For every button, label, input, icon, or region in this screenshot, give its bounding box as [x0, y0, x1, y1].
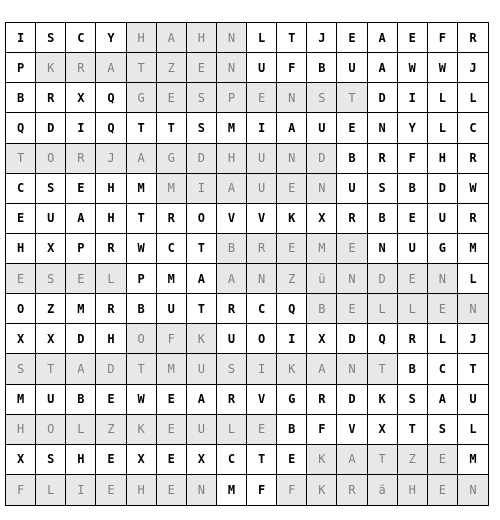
grid-cell[interactable]: F: [277, 53, 307, 83]
grid-cell[interactable]: N: [458, 294, 488, 324]
grid-cell[interactable]: J: [458, 324, 488, 354]
grid-cell[interactable]: X: [127, 445, 157, 475]
grid-cell[interactable]: E: [277, 174, 307, 204]
grid-cell[interactable]: J: [96, 144, 126, 174]
grid-cell[interactable]: T: [458, 354, 488, 384]
grid-cell[interactable]: V: [247, 204, 277, 234]
grid-cell[interactable]: U: [157, 294, 187, 324]
grid-cell[interactable]: K: [307, 475, 337, 505]
grid-cell[interactable]: S: [307, 83, 337, 113]
grid-cell[interactable]: K: [187, 324, 217, 354]
grid-cell[interactable]: U: [247, 144, 277, 174]
grid-cell[interactable]: W: [458, 174, 488, 204]
grid-cell[interactable]: Q: [368, 324, 398, 354]
grid-cell[interactable]: R: [217, 385, 247, 415]
grid-cell[interactable]: N: [428, 264, 458, 294]
word-search-grid: [5, 22, 489, 506]
grid-cell[interactable]: H: [398, 475, 428, 505]
grid-cell[interactable]: A: [368, 53, 398, 83]
grid-cell[interactable]: T: [398, 415, 428, 445]
grid-cell[interactable]: K: [127, 415, 157, 445]
grid-cell[interactable]: C: [6, 174, 36, 204]
grid-cell[interactable]: K: [277, 204, 307, 234]
grid-cell[interactable]: Z: [157, 53, 187, 83]
grid-cell[interactable]: B: [307, 294, 337, 324]
grid-cell[interactable]: B: [217, 234, 247, 264]
grid-cell[interactable]: F: [398, 144, 428, 174]
grid-cell[interactable]: O: [247, 324, 277, 354]
grid-cell[interactable]: O: [187, 204, 217, 234]
grid-cell[interactable]: F: [307, 415, 337, 445]
grid-cell[interactable]: Y: [96, 23, 126, 53]
grid-cell[interactable]: R: [66, 144, 96, 174]
grid-cell[interactable]: L: [247, 23, 277, 53]
grid-cell[interactable]: F: [247, 475, 277, 505]
grid-cell[interactable]: F: [6, 475, 36, 505]
grid-cell[interactable]: B: [307, 53, 337, 83]
grid-cell[interactable]: P: [66, 234, 96, 264]
grid-cell[interactable]: R: [36, 83, 66, 113]
grid-cell[interactable]: E: [337, 113, 367, 143]
grid-cell[interactable]: I: [398, 83, 428, 113]
grid-cell[interactable]: X: [187, 445, 217, 475]
grid-cell[interactable]: D: [337, 385, 367, 415]
grid-cell[interactable]: X: [66, 83, 96, 113]
grid-cell[interactable]: B: [368, 204, 398, 234]
grid-cell[interactable]: A: [277, 113, 307, 143]
grid-cell[interactable]: S: [36, 264, 66, 294]
grid-cell[interactable]: C: [247, 294, 277, 324]
grid-cell[interactable]: T: [127, 354, 157, 384]
grid-cell[interactable]: G: [157, 144, 187, 174]
grid-cell[interactable]: L: [96, 264, 126, 294]
grid-cell[interactable]: E: [157, 475, 187, 505]
grid-cell[interactable]: T: [337, 83, 367, 113]
grid-cell[interactable]: X: [6, 324, 36, 354]
grid-cell[interactable]: K: [368, 385, 398, 415]
grid-cell[interactable]: A: [187, 385, 217, 415]
grid-cell[interactable]: E: [277, 234, 307, 264]
grid-cell[interactable]: R: [96, 234, 126, 264]
grid-cell[interactable]: L: [36, 475, 66, 505]
grid-cell[interactable]: I: [247, 113, 277, 143]
grid-cell[interactable]: T: [368, 354, 398, 384]
grid-cell[interactable]: H: [187, 23, 217, 53]
grid-cell[interactable]: Z: [96, 415, 126, 445]
grid-cell[interactable]: T: [247, 445, 277, 475]
grid-cell[interactable]: C: [428, 354, 458, 384]
grid-cell[interactable]: S: [428, 415, 458, 445]
grid-cell[interactable]: L: [66, 415, 96, 445]
grid-cell[interactable]: D: [66, 324, 96, 354]
grid-cell[interactable]: E: [66, 264, 96, 294]
grid-cell[interactable]: E: [96, 445, 126, 475]
grid-cell[interactable]: S: [398, 385, 428, 415]
grid-cell[interactable]: I: [6, 23, 36, 53]
grid-cell[interactable]: D: [428, 174, 458, 204]
grid-cell[interactable]: T: [127, 113, 157, 143]
grid-cell[interactable]: A: [157, 23, 187, 53]
grid-cell[interactable]: S: [36, 174, 66, 204]
grid-cell[interactable]: W: [428, 53, 458, 83]
grid-cell[interactable]: A: [96, 53, 126, 83]
grid-cell[interactable]: M: [217, 113, 247, 143]
grid-cell[interactable]: U: [337, 174, 367, 204]
grid-cell[interactable]: H: [6, 234, 36, 264]
grid-cell[interactable]: T: [6, 144, 36, 174]
grid-cell[interactable]: R: [337, 475, 367, 505]
grid-cell[interactable]: T: [157, 113, 187, 143]
grid-cell[interactable]: Q: [277, 294, 307, 324]
grid-cell[interactable]: E: [337, 294, 367, 324]
grid-cell[interactable]: K: [36, 53, 66, 83]
grid-cell[interactable]: L: [368, 294, 398, 324]
grid-cell[interactable]: M: [157, 264, 187, 294]
grid-cell[interactable]: B: [337, 144, 367, 174]
grid-cell[interactable]: L: [398, 294, 428, 324]
grid-cell[interactable]: E: [337, 23, 367, 53]
grid-cell[interactable]: G: [428, 234, 458, 264]
grid-cell[interactable]: M: [66, 294, 96, 324]
grid-cell[interactable]: Z: [398, 445, 428, 475]
grid-cell[interactable]: U: [36, 204, 66, 234]
grid-cell[interactable]: R: [337, 204, 367, 234]
grid-cell[interactable]: B: [398, 174, 428, 204]
grid-cell[interactable]: I: [66, 475, 96, 505]
grid-cell[interactable]: M: [458, 234, 488, 264]
grid-cell[interactable]: O: [127, 324, 157, 354]
grid-cell[interactable]: V: [217, 204, 247, 234]
grid-cell[interactable]: R: [96, 294, 126, 324]
grid-cell[interactable]: I: [247, 354, 277, 384]
grid-cell[interactable]: A: [127, 144, 157, 174]
grid-cell[interactable]: D: [368, 83, 398, 113]
grid-cell[interactable]: N: [277, 83, 307, 113]
grid-cell[interactable]: D: [307, 144, 337, 174]
grid-cell[interactable]: A: [368, 23, 398, 53]
grid-cell[interactable]: U: [458, 385, 488, 415]
grid-cell[interactable]: B: [127, 294, 157, 324]
grid-cell[interactable]: X: [307, 324, 337, 354]
grid-cell[interactable]: N: [337, 354, 367, 384]
grid-cell[interactable]: U: [36, 385, 66, 415]
grid-cell[interactable]: L: [428, 324, 458, 354]
grid-cell[interactable]: T: [36, 354, 66, 384]
grid-cell[interactable]: Q: [6, 113, 36, 143]
grid-cell[interactable]: E: [6, 204, 36, 234]
grid-cell[interactable]: A: [66, 354, 96, 384]
grid-cell[interactable]: S: [36, 445, 66, 475]
grid-cell[interactable]: U: [307, 113, 337, 143]
grid-cell[interactable]: I: [187, 174, 217, 204]
grid-cell[interactable]: S: [368, 174, 398, 204]
grid-cell[interactable]: W: [127, 234, 157, 264]
grid-cell[interactable]: H: [217, 144, 247, 174]
grid-cell[interactable]: H: [96, 174, 126, 204]
grid-cell[interactable]: N: [307, 174, 337, 204]
grid-cell[interactable]: E: [187, 53, 217, 83]
grid-cell[interactable]: A: [428, 385, 458, 415]
grid-cell[interactable]: U: [247, 174, 277, 204]
grid-cell[interactable]: W: [398, 53, 428, 83]
grid-cell[interactable]: N: [247, 264, 277, 294]
grid-cell[interactable]: E: [428, 294, 458, 324]
grid-cell[interactable]: R: [398, 324, 428, 354]
grid-cell[interactable]: E: [247, 83, 277, 113]
grid-cell[interactable]: A: [217, 174, 247, 204]
grid-cell[interactable]: D: [337, 324, 367, 354]
grid-cell[interactable]: U: [247, 53, 277, 83]
grid-cell[interactable]: ü: [307, 264, 337, 294]
grid-cell[interactable]: R: [458, 204, 488, 234]
grid-cell[interactable]: E: [398, 264, 428, 294]
grid-cell[interactable]: E: [398, 23, 428, 53]
grid-cell[interactable]: M: [157, 354, 187, 384]
grid-cell[interactable]: U: [187, 354, 217, 384]
grid-cell[interactable]: I: [66, 113, 96, 143]
grid-cell[interactable]: S: [187, 113, 217, 143]
grid-cell[interactable]: H: [66, 445, 96, 475]
grid-cell[interactable]: Y: [398, 113, 428, 143]
grid-cell[interactable]: E: [277, 445, 307, 475]
grid-cell[interactable]: R: [368, 144, 398, 174]
grid-cell[interactable]: E: [157, 83, 187, 113]
grid-cell[interactable]: K: [277, 354, 307, 384]
grid-cell[interactable]: B: [277, 415, 307, 445]
grid-cell[interactable]: M: [458, 445, 488, 475]
grid-cell[interactable]: D: [368, 264, 398, 294]
grid-cell[interactable]: H: [127, 23, 157, 53]
grid-cell[interactable]: E: [157, 385, 187, 415]
grid-cell[interactable]: D: [96, 354, 126, 384]
grid-cell[interactable]: E: [157, 415, 187, 445]
grid-cell[interactable]: A: [66, 204, 96, 234]
grid-cell[interactable]: P: [6, 53, 36, 83]
grid-cell[interactable]: H: [127, 475, 157, 505]
grid-cell[interactable]: S: [217, 354, 247, 384]
grid-cell[interactable]: Q: [96, 83, 126, 113]
grid-cell[interactable]: N: [187, 475, 217, 505]
grid-cell[interactable]: C: [66, 23, 96, 53]
grid-cell[interactable]: O: [6, 294, 36, 324]
grid-cell[interactable]: N: [368, 113, 398, 143]
grid-cell[interactable]: F: [277, 475, 307, 505]
grid-cell[interactable]: D: [187, 144, 217, 174]
grid-cell[interactable]: R: [157, 204, 187, 234]
grid-cell[interactable]: E: [398, 204, 428, 234]
grid-cell[interactable]: N: [368, 234, 398, 264]
grid-cell[interactable]: G: [277, 385, 307, 415]
grid-cell[interactable]: S: [6, 354, 36, 384]
grid-cell[interactable]: H: [6, 415, 36, 445]
grid-cell[interactable]: C: [157, 234, 187, 264]
grid-cell[interactable]: A: [187, 264, 217, 294]
grid-cell[interactable]: B: [6, 83, 36, 113]
grid-cell[interactable]: U: [337, 53, 367, 83]
grid-cell[interactable]: O: [36, 144, 66, 174]
grid-cell[interactable]: B: [66, 385, 96, 415]
grid-cell[interactable]: L: [217, 415, 247, 445]
grid-cell[interactable]: W: [127, 385, 157, 415]
grid-cell[interactable]: G: [127, 83, 157, 113]
grid-cell[interactable]: X: [36, 234, 66, 264]
grid-cell[interactable]: M: [217, 475, 247, 505]
grid-cell[interactable]: X: [36, 324, 66, 354]
grid-cell[interactable]: E: [428, 475, 458, 505]
grid-cell[interactable]: S: [187, 83, 217, 113]
grid-cell[interactable]: A: [217, 264, 247, 294]
grid-cell[interactable]: L: [428, 113, 458, 143]
grid-cell[interactable]: X: [368, 415, 398, 445]
grid-cell[interactable]: L: [458, 83, 488, 113]
grid-cell[interactable]: E: [247, 415, 277, 445]
grid-cell[interactable]: E: [96, 475, 126, 505]
grid-cell[interactable]: B: [398, 354, 428, 384]
grid-cell[interactable]: U: [187, 415, 217, 445]
grid-cell[interactable]: T: [127, 204, 157, 234]
grid-cell[interactable]: F: [428, 23, 458, 53]
grid-cell[interactable]: T: [368, 445, 398, 475]
grid-cell[interactable]: E: [157, 445, 187, 475]
grid-cell[interactable]: P: [217, 83, 247, 113]
grid-cell[interactable]: N: [337, 264, 367, 294]
grid-cell[interactable]: C: [217, 445, 247, 475]
grid-cell[interactable]: A: [337, 445, 367, 475]
grid-cell[interactable]: J: [458, 53, 488, 83]
grid-cell[interactable]: T: [187, 294, 217, 324]
grid-cell[interactable]: M: [157, 174, 187, 204]
grid-cell[interactable]: D: [36, 113, 66, 143]
grid-cell[interactable]: M: [307, 234, 337, 264]
grid-cell[interactable]: H: [96, 324, 126, 354]
grid-cell[interactable]: Z: [36, 294, 66, 324]
grid-cell[interactable]: Q: [96, 113, 126, 143]
grid-cell[interactable]: R: [217, 294, 247, 324]
grid-cell[interactable]: R: [66, 53, 96, 83]
grid-cell[interactable]: R: [307, 385, 337, 415]
grid-cell[interactable]: M: [127, 174, 157, 204]
grid-cell[interactable]: L: [458, 415, 488, 445]
grid-cell[interactable]: K: [307, 445, 337, 475]
grid-cell[interactable]: P: [127, 264, 157, 294]
grid-cell[interactable]: F: [157, 324, 187, 354]
grid-cell[interactable]: E: [66, 174, 96, 204]
grid-cell[interactable]: H: [96, 204, 126, 234]
grid-cell[interactable]: O: [36, 415, 66, 445]
grid-cell[interactable]: U: [398, 234, 428, 264]
grid-cell[interactable]: E: [6, 264, 36, 294]
grid-cell[interactable]: V: [247, 385, 277, 415]
grid-cell[interactable]: N: [217, 53, 247, 83]
grid-cell[interactable]: L: [458, 264, 488, 294]
grid-cell[interactable]: N: [458, 475, 488, 505]
grid-cell[interactable]: H: [428, 144, 458, 174]
grid-cell[interactable]: R: [458, 144, 488, 174]
grid-cell[interactable]: X: [6, 445, 36, 475]
grid-cell[interactable]: N: [277, 144, 307, 174]
grid-cell[interactable]: S: [36, 23, 66, 53]
grid-cell[interactable]: I: [277, 324, 307, 354]
grid-cell[interactable]: U: [217, 324, 247, 354]
grid-cell[interactable]: T: [187, 234, 217, 264]
grid-cell[interactable]: M: [6, 385, 36, 415]
grid-cell[interactable]: T: [127, 53, 157, 83]
grid-cell[interactable]: R: [458, 23, 488, 53]
grid-cell[interactable]: U: [428, 204, 458, 234]
grid-cell[interactable]: V: [337, 415, 367, 445]
grid-cell[interactable]: N: [217, 23, 247, 53]
grid-cell[interactable]: E: [428, 445, 458, 475]
grid-cell[interactable]: X: [307, 204, 337, 234]
grid-cell[interactable]: C: [458, 113, 488, 143]
grid-cell[interactable]: L: [428, 83, 458, 113]
grid-cell[interactable]: ä: [368, 475, 398, 505]
grid-cell[interactable]: Z: [277, 264, 307, 294]
grid-cell[interactable]: A: [307, 354, 337, 384]
grid-cell[interactable]: R: [247, 234, 277, 264]
grid-cell[interactable]: J: [307, 23, 337, 53]
grid-cell[interactable]: E: [337, 234, 367, 264]
grid-cell[interactable]: T: [277, 23, 307, 53]
grid-cell[interactable]: E: [96, 385, 126, 415]
